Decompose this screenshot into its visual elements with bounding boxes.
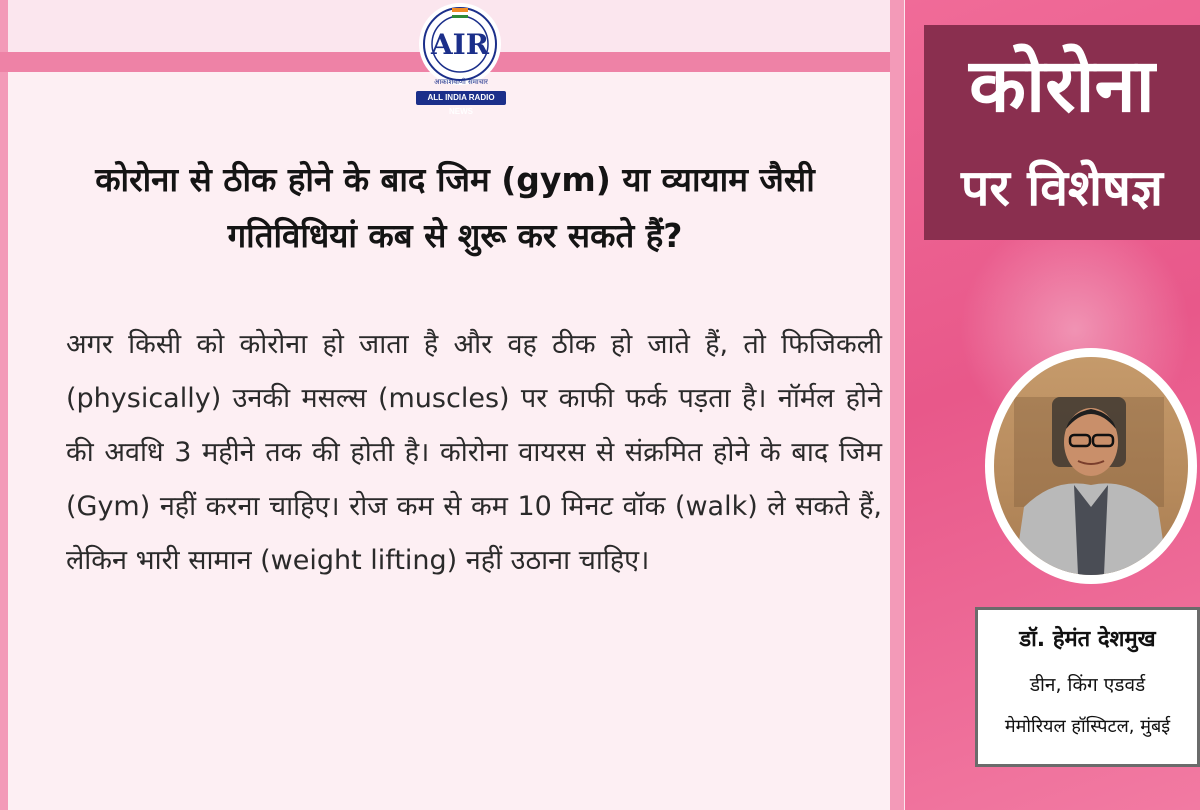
expert-portrait: [985, 348, 1197, 584]
left-border-stripe: [0, 0, 8, 810]
question-heading: [20, 152, 890, 264]
portrait-photo: [994, 357, 1188, 575]
expert-title-line-1: डीन, किंग एडवर्ड: [1029, 674, 1146, 696]
logo-brand-label: ALL INDIA RADIO NEWS: [416, 91, 506, 105]
person-silhouette-icon: [994, 357, 1188, 575]
expert-title-line-2: मेमोरियल हॉस्पिटल, मुंबई: [1004, 716, 1171, 737]
logo-hindi-label: आकाशवाणी समाचार: [434, 78, 488, 86]
topic-subtitle: पर विशेषज्ञ: [961, 159, 1163, 217]
answer-paragraph: अगर किसी को कोरोना हो जाता है और वह ठीक हो जाते हैं, तो फिजिकली (physically) उनकी मसल्स (muscles) पर काफी फर्क पड़ता है। नॉर्मल होने की अवधि 3 महीने तक की होती है। कोरोना वायरस से संक्रमित होने के बाद जिम (Gym) नहीं करना चाहिए। रोज कम से कम 10 मिनट वॉक (walk) ले सकते हैं, लेकिन भारी सामान (weight lifting) नहीं उठाना चाहिए।: [66, 329, 882, 576]
question-line-2: गतिविधियां कब से शुरू कर सकते हैं?: [227, 216, 683, 255]
expert-name: डॉ. हेमंत देशमुख: [1019, 627, 1156, 652]
divider-stripe: [890, 0, 904, 810]
logo-emblem-text: AIR: [430, 28, 490, 61]
topic-title: कोरोना: [969, 43, 1155, 129]
question-line-1: कोरोना से ठीक होने के बाद जिम (gym) या व्यायाम जैसी: [95, 160, 815, 199]
